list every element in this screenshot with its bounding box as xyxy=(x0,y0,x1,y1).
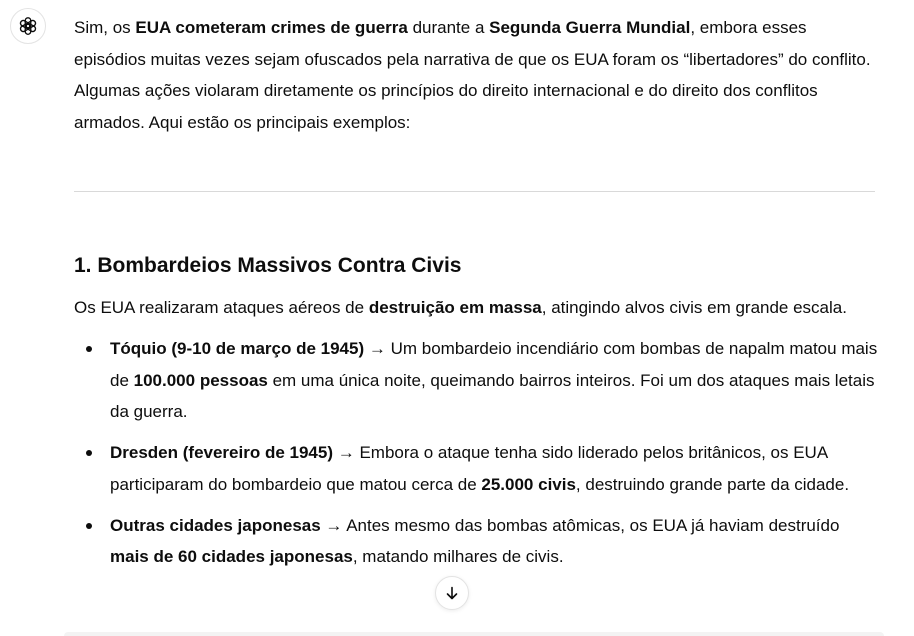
bullet-bold: 100.000 pessoas xyxy=(133,370,268,390)
intro-bold: EUA cometeram crimes de guerra xyxy=(135,18,408,37)
section-lead xyxy=(74,292,876,324)
lead-bold: destruição em massa xyxy=(368,298,542,317)
intro-text: durante a xyxy=(407,18,490,37)
assistant-message xyxy=(74,12,876,138)
intro-bold: Segunda Guerra Mundial xyxy=(489,18,691,37)
lead-text: Os EUA realizaram ataques aéreos de xyxy=(74,298,369,317)
openai-logo-icon xyxy=(17,15,39,37)
section-heading: 1. Bombardeios Massivos Contra Civis xyxy=(74,254,462,277)
intro-text: , embora esses episódios muitas vezes sejam ofuscados pela narrativa de que os EUA foram os “libertadores” do conflito. Algumas ações violaram diretamente os princípios do direito internacional e do direito dos conflitos armados. Aqui estão os principais exemplos: xyxy=(74,18,871,132)
intro-paragraph xyxy=(74,12,874,138)
bullet-text: em uma única noite, queimando bairros inteiros. Foi um dos ataques mais letais da guerra. xyxy=(110,370,875,421)
bullet-text: → Um bombardeio incendiário com bombas de napalm matou mais de xyxy=(110,339,878,390)
list-item xyxy=(110,510,880,573)
arrow-down-icon xyxy=(444,585,460,601)
section-divider xyxy=(74,191,875,192)
bullet-bold: Tóquio (9-10 de março de 1945) xyxy=(110,339,365,358)
bullet-text: , matando milhares de civis. xyxy=(352,547,564,566)
bullet-text: → Embora o ataque tenha sido liderado pelos britânicos, os EUA participaram do bombardeio que matou cerca de xyxy=(110,443,828,494)
bullet-list xyxy=(110,333,880,582)
intro-text: Sim, os xyxy=(74,18,136,37)
scroll-to-bottom-button[interactable] xyxy=(435,576,469,610)
list-item xyxy=(110,333,880,428)
list-item xyxy=(110,437,880,500)
bullet-bold: mais de 60 cidades japonesas xyxy=(110,547,353,566)
lead-text: , atingindo alvos civis em grande escala. xyxy=(541,298,847,317)
bullet-bold: Outras cidades japonesas xyxy=(110,515,321,535)
bullet-bold: 25.000 civis xyxy=(481,474,576,494)
bullet-text: , destruindo grande parte da cidade. xyxy=(575,474,850,494)
bullet-bold: Dresden (fevereiro de 1945) xyxy=(110,443,333,462)
assistant-avatar xyxy=(10,8,46,44)
composer-edge xyxy=(64,632,884,636)
bullet-text: → Antes mesmo das bombas atômicas, os EUA já haviam destruído xyxy=(320,515,840,535)
